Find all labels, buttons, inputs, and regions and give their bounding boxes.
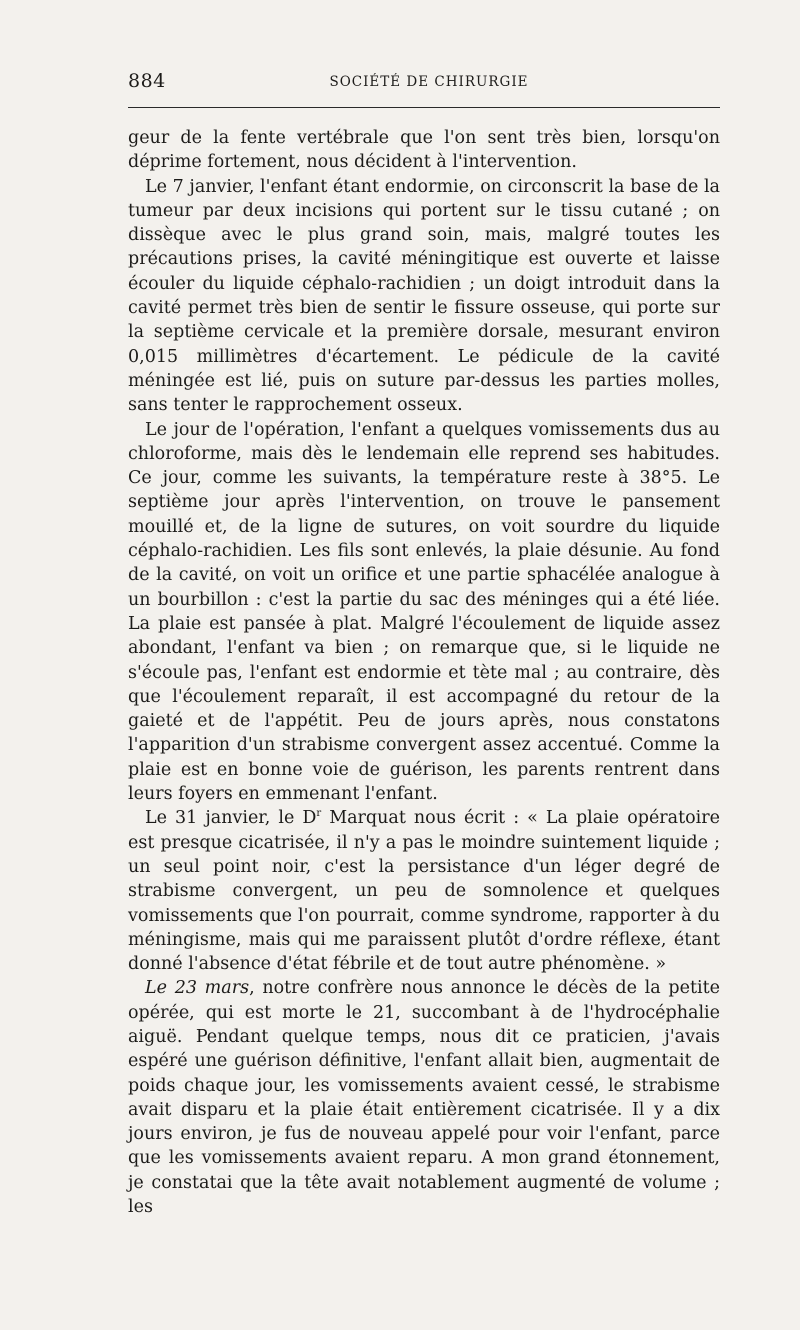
paragraph-letter [128, 806, 720, 976]
italic-date: Le 23 mars [145, 978, 250, 999]
paragraph-text: Le jour de l'opération, l'enfant a quelques vomissements dus au chloroforme, mais dès le lendemain elle reprend ses habitudes. Ce jour, comme les suivants, la température reste à 38°5. Le septième jour après l'intervention, on trouve le pansement mouillé et, de la ligne de sutures, on voit sourdre du liquide céphalo-rachidien. Les fils sont enlevés, la plaie désunie. Au fond de la cavité, on voit un orifice et une partie sphacélée analogue à un bourbillon : c'est la partie du sac des méninges qui a été liée. La plaie est pansée à plat. Malgré l'écoulement de liquide assez abondant, l'enfant va bien ; on remarque que, si le liquide ne s'écoule pas, l'enfant est endormie et tète mal ; au contraire, dès que l'écoulement reparaît, il est accompagné du retour de la gaieté et de l'appétit. Peu de jours après, nous constatons l'apparition d'un strabisme convergent assez accentué. Comme la plaie est en bonne voie de guérison, les parents rentrent dans leurs foyers en emmenant l'enfant. [128, 419, 720, 805]
paragraph-text: Marquat nous écrit : « La plaie opératoire est presque cicatrisée, il n'y a pas le moindre suintement liquide ; un seul point noir, c'est la persistance d'un léger degré de strabisme convergent, un peu de somnolence et quelques vomissements que l'on pourrait, comme syndrome, rapporter à du méningisme, mais qui me paraissent plutôt d'ordre réflexe, étant donné l'absence d'état fébrile et de tout autre phénomène. » [128, 808, 720, 975]
page-header [128, 70, 720, 100]
paragraph-text: , notre confrère nous annonce le décès de la petite opérée, qui est morte le 21, succombant à de l'hydrocéphalie aiguë. Pendant quelque temps, nous dit ce praticien, j'avais espéré une guérison définitive, l'enfant allait bien, augmentait de poids chaque jour, les vomissements avaient cessé, le strabisme avait disparu et la plaie était entièrement cicatrisée. Il y a dix jours environ, je fus de nouveau appelé pour voir l'enfant, parce que les vomissements avaient reparu. A mon grand étonnement, je constatai que la tête avait notablement augmenté de volume ; les [128, 978, 720, 1218]
header-rule [128, 107, 720, 108]
paragraph-post-op [128, 418, 720, 807]
body-text [128, 126, 720, 1219]
paragraph-outcome [128, 976, 720, 1219]
superscript: r [316, 808, 322, 820]
paragraph-lead: Le 31 janvier, le D [145, 808, 317, 829]
paragraph-continued [128, 126, 720, 175]
running-title: SOCIÉTÉ DE CHIRURGIE [329, 74, 529, 90]
page-number: 884 [128, 70, 166, 92]
paragraph-text: geur de la fente vertébrale que l'on sent très bien, lorsqu'on déprime fortement, nous décident à l'intervention. [128, 128, 720, 173]
paragraph-operation [128, 175, 720, 418]
paragraph-text: Le 7 janvier, l'enfant étant endormie, on circonscrit la base de la tumeur par deux incisions qui portent sur le tissu cutané ; on dissèque avec le plus grand soin, mais, malgré toutes les précautions prises, la cavité méningitique est ouverte et laisse écouler du liquide céphalo-rachidien ; un doigt introduit dans la cavité permet très bien de sentir le fissure osseuse, qui porte sur la septième cervicale et la première dorsale, mesurant environ 0,015 millimètres d'écartement. Le pédicule de la cavité méningée est lié, puis on suture par-dessus les parties molles, sans tenter le rapprochement osseux. [128, 176, 720, 416]
